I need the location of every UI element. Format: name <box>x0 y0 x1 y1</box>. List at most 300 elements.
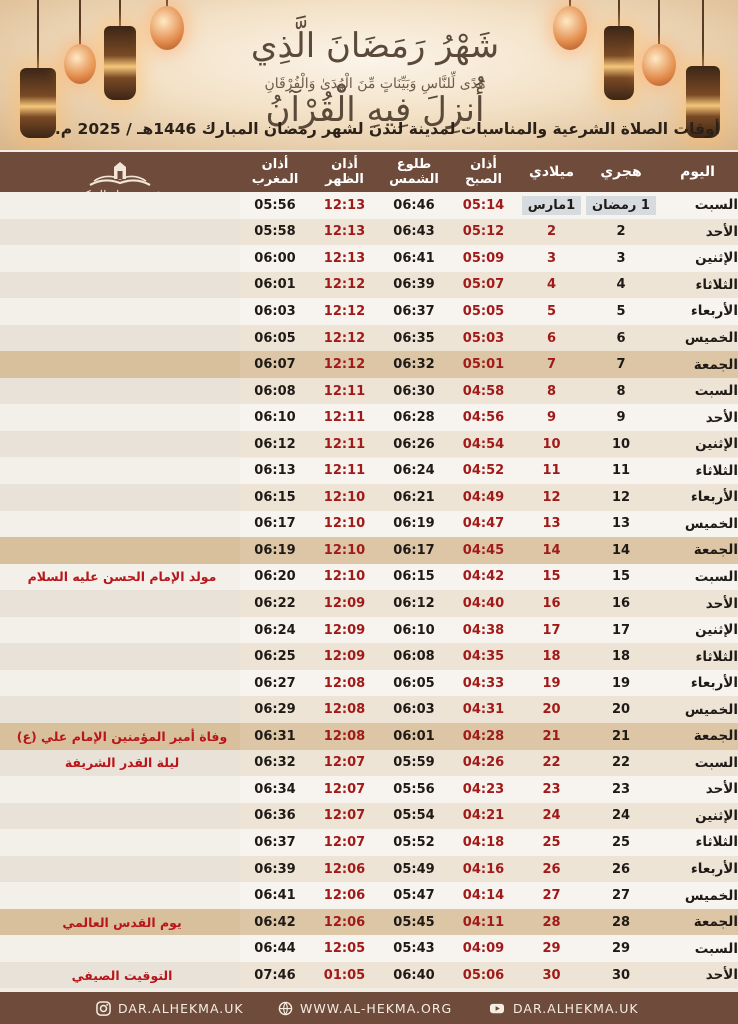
fajr-cell <box>449 723 518 750</box>
dhuhr-cell-text: 12:07 <box>323 781 366 797</box>
dhuhr-cell <box>310 803 379 830</box>
hijri-cell <box>585 537 657 564</box>
event-cell-bg <box>0 803 240 830</box>
day-cell <box>657 351 738 378</box>
event-cell-bg <box>0 378 240 405</box>
event-cell-bg <box>0 458 240 485</box>
gregorian-cell <box>518 776 585 803</box>
gregorian-cell <box>518 803 585 830</box>
fajr-cell <box>449 829 518 856</box>
dhuhr-cell <box>310 245 379 272</box>
fajr-cell-text: 05:09 <box>462 250 505 266</box>
gregorian-cell-text: 23 <box>542 781 561 797</box>
dhuhr-cell <box>310 750 379 777</box>
dhuhr-cell <box>310 590 379 617</box>
dhuhr-cell-text: 12:10 <box>323 569 366 585</box>
gregorian-cell-text: 19 <box>542 675 561 691</box>
maghrib-cell <box>240 245 310 272</box>
maghrib-cell-text: 06:05 <box>254 330 296 346</box>
dhuhr-cell-text: 12:10 <box>323 516 366 532</box>
day-cell-text: الإثنين <box>695 250 738 267</box>
gregorian-cell <box>518 590 585 617</box>
day-cell <box>657 935 738 962</box>
gregorian-cell <box>518 856 585 883</box>
day-cell <box>657 325 738 352</box>
dhuhr-cell <box>310 484 379 511</box>
maghrib-cell-text: 06:12 <box>254 436 296 452</box>
day-cell-text: الثلاثاء <box>695 648 738 665</box>
fajr-cell-text: 04:38 <box>462 622 505 638</box>
gregorian-cell <box>518 511 585 538</box>
table-row <box>0 219 738 246</box>
sunrise-cell-text: 06:08 <box>393 649 435 665</box>
hijri-cell-text: 27 <box>611 888 631 904</box>
maghrib-cell <box>240 696 310 723</box>
dhuhr-cell-text: 12:10 <box>323 542 366 558</box>
fajr-cell <box>449 458 518 485</box>
day-cell <box>657 909 738 936</box>
day-cell <box>657 750 738 777</box>
maghrib-cell <box>240 670 310 697</box>
event-cell-bg <box>0 404 240 431</box>
sunrise-cell-text: 06:01 <box>393 728 435 744</box>
hijri-cell-text: 26 <box>611 861 631 877</box>
table-row <box>0 351 738 378</box>
event-cell-bg <box>0 219 240 246</box>
maghrib-cell-text: 06:13 <box>254 463 296 479</box>
maghrib-cell <box>240 325 310 352</box>
gregorian-cell-text: 2 <box>546 224 557 240</box>
maghrib-cell-text: 06:19 <box>254 542 296 558</box>
gregorian-cell-text: 18 <box>542 649 561 665</box>
page-title: أوقات الصلاة الشرعية والمناسبات لمدينة لندن لشهر رمضان المبارك 1446هـ / 2025 م. <box>54 120 720 138</box>
day-cell <box>657 192 738 219</box>
gregorian-cell-text: 17 <box>542 622 561 638</box>
maghrib-cell-text: 06:34 <box>254 781 296 797</box>
fajr-cell <box>449 962 518 989</box>
hijri-cell-text: 9 <box>616 410 626 426</box>
hijri-cell-text: 15 <box>611 569 631 585</box>
day-cell-text: الأربعاء <box>690 861 738 877</box>
hijri-cell-text: 5 <box>616 303 626 319</box>
dhuhr-cell <box>310 882 379 909</box>
sunrise-cell <box>379 882 449 909</box>
dhuhr-cell <box>310 856 379 883</box>
dhuhr-cell <box>310 192 379 219</box>
col-header-hijri: هجري <box>600 163 642 180</box>
gregorian-cell-text: 30 <box>542 967 561 983</box>
hijri-cell <box>585 378 657 405</box>
fajr-cell-text: 04:45 <box>462 542 505 558</box>
gregorian-cell <box>518 564 585 591</box>
sunrise-cell <box>379 431 449 458</box>
fajr-cell-text: 04:23 <box>462 781 505 797</box>
sunrise-cell-text: 06:12 <box>393 596 435 611</box>
event-cell-bg <box>0 511 240 538</box>
fajr-cell-text: 04:52 <box>462 463 505 479</box>
maghrib-cell <box>240 776 310 803</box>
day-cell <box>657 776 738 803</box>
maghrib-cell <box>240 192 310 219</box>
hijri-cell <box>585 351 657 378</box>
gregorian-cell-text: 25 <box>542 834 561 850</box>
sunrise-cell-text: 06:32 <box>393 357 435 373</box>
dhuhr-cell <box>310 829 379 856</box>
sunrise-cell <box>379 537 449 564</box>
fajr-cell <box>449 192 518 219</box>
table-row <box>0 670 738 697</box>
event-cell-bg <box>0 935 240 962</box>
hijri-cell <box>585 219 657 246</box>
maghrib-cell-text: 06:42 <box>254 914 296 930</box>
gregorian-cell-text: 26 <box>542 861 561 877</box>
fajr-cell-text: 04:14 <box>462 888 505 904</box>
event-cell-bg <box>0 192 240 219</box>
sunrise-cell-text: 06:35 <box>393 330 435 346</box>
sunrise-cell-text: 06:26 <box>393 436 435 452</box>
day-cell <box>657 298 738 325</box>
hijri-cell <box>585 511 657 538</box>
hijri-cell <box>585 882 657 909</box>
gregorian-cell <box>518 378 585 405</box>
gregorian-cell-text: 28 <box>542 914 561 930</box>
sunrise-cell <box>379 643 449 670</box>
gregorian-cell <box>518 219 585 246</box>
sunrise-cell <box>379 776 449 803</box>
dhuhr-cell-text: 12:11 <box>323 463 366 479</box>
event-cell-bg <box>0 643 240 670</box>
sunrise-cell <box>379 219 449 246</box>
sunrise-cell-text: 06:43 <box>393 224 435 240</box>
fajr-cell-text: 04:09 <box>462 941 505 957</box>
sunrise-cell-text: 05:45 <box>393 914 435 930</box>
table-row <box>0 537 738 564</box>
gregorian-cell-text: 7 <box>546 357 557 373</box>
day-cell <box>657 431 738 458</box>
hijri-cell-text: 3 <box>616 250 626 266</box>
day-cell <box>657 537 738 564</box>
sunrise-cell-text: 06:39 <box>393 277 435 293</box>
maghrib-cell-text: 06:08 <box>254 383 296 399</box>
col-header-maghrib: أذان المغرب <box>251 157 299 187</box>
gregorian-cell <box>518 935 585 962</box>
dhuhr-cell <box>310 935 379 962</box>
maghrib-cell-text: 06:17 <box>254 516 296 532</box>
gregorian-cell-text: 6 <box>546 330 557 346</box>
sunrise-cell <box>379 245 449 272</box>
day-cell <box>657 723 738 750</box>
table-row <box>0 511 738 538</box>
sunrise-cell <box>379 909 449 936</box>
gregorian-cell-text: 3 <box>546 250 557 266</box>
event-cell-bg <box>0 351 240 378</box>
hijri-cell-text: 6 <box>616 330 626 346</box>
day-cell-text: الثلاثاء <box>695 462 738 479</box>
hijri-cell <box>585 590 657 617</box>
gregorian-cell <box>518 696 585 723</box>
gregorian-cell-text: 1مارس <box>522 196 581 215</box>
website-link[interactable] <box>278 992 452 1024</box>
hijri-cell-text: 13 <box>611 516 631 532</box>
dhuhr-cell <box>310 537 379 564</box>
maghrib-cell-text: 06:01 <box>254 277 296 293</box>
lantern-icon <box>104 0 136 110</box>
youtube-link[interactable] <box>488 992 639 1024</box>
maghrib-cell-text: 06:00 <box>254 250 296 266</box>
dhuhr-cell-text: 12:09 <box>323 649 366 665</box>
hijri-cell <box>585 192 657 219</box>
sunrise-cell-text: 06:41 <box>393 250 435 266</box>
sunrise-cell-text: 06:19 <box>393 516 435 532</box>
sunrise-cell <box>379 351 449 378</box>
dhuhr-cell-text: 12:12 <box>323 277 366 293</box>
sunrise-cell-text: 06:03 <box>393 702 435 718</box>
hijri-cell-text: 4 <box>616 277 626 293</box>
day-cell-text: الجمعة <box>693 542 738 559</box>
sunrise-cell <box>379 298 449 325</box>
hijri-cell <box>585 404 657 431</box>
dhuhr-cell <box>310 696 379 723</box>
gregorian-cell <box>518 325 585 352</box>
maghrib-cell <box>240 723 310 750</box>
day-cell-text: السبت <box>694 383 738 400</box>
instagram-handle: DAR.ALHEKMA.UK <box>118 1000 244 1016</box>
event-cell-bg <box>0 696 240 723</box>
dhuhr-cell <box>310 431 379 458</box>
hijri-cell <box>585 696 657 723</box>
fajr-cell <box>449 404 518 431</box>
table-row <box>0 192 738 219</box>
dhuhr-cell-text: 12:12 <box>323 330 366 346</box>
sunrise-cell <box>379 670 449 697</box>
occasion-label: التوقيت الصيفي <box>71 967 173 983</box>
day-cell <box>657 245 738 272</box>
fajr-cell-text: 04:28 <box>462 728 505 744</box>
dhuhr-cell <box>310 351 379 378</box>
sunrise-cell <box>379 192 449 219</box>
dhuhr-cell <box>310 404 379 431</box>
sunrise-cell-text: 06:17 <box>393 542 435 558</box>
maghrib-cell-text: 06:15 <box>254 489 296 505</box>
maghrib-cell <box>240 537 310 564</box>
gregorian-cell-text: 8 <box>546 383 557 399</box>
fajr-cell <box>449 378 518 405</box>
event-cell-bg <box>0 298 240 325</box>
sunrise-cell <box>379 803 449 830</box>
day-cell-text: الأحد <box>705 595 738 612</box>
gregorian-cell-text: 5 <box>546 303 557 319</box>
hijri-cell-text: 16 <box>611 596 631 611</box>
maghrib-cell <box>240 219 310 246</box>
event-cell-bg <box>0 272 240 299</box>
sunrise-cell-text: 06:21 <box>393 489 435 505</box>
table-row <box>0 431 738 458</box>
fajr-cell-text: 04:11 <box>462 914 505 930</box>
table-row <box>0 829 738 856</box>
fajr-cell <box>449 351 518 378</box>
dhuhr-cell <box>310 723 379 750</box>
maghrib-cell <box>240 590 310 617</box>
table-row <box>0 325 738 352</box>
hijri-cell-text: 23 <box>611 781 631 797</box>
hijri-cell <box>585 564 657 591</box>
table-row <box>0 564 738 591</box>
gregorian-cell-text: 15 <box>542 569 561 585</box>
gregorian-cell-text: 22 <box>542 755 561 771</box>
gregorian-cell <box>518 351 585 378</box>
hijri-cell-text: 17 <box>611 622 631 638</box>
table-row <box>0 590 738 617</box>
fajr-cell <box>449 272 518 299</box>
lantern-icon <box>64 0 96 100</box>
sunrise-cell <box>379 696 449 723</box>
dhuhr-cell-text: 12:12 <box>323 303 366 319</box>
table-row <box>0 723 738 750</box>
sunrise-cell <box>379 325 449 352</box>
gregorian-cell-text: 14 <box>542 542 561 558</box>
dhuhr-cell-text: 01:05 <box>323 967 366 983</box>
gregorian-cell <box>518 882 585 909</box>
dhuhr-cell-text: 12:11 <box>323 436 366 452</box>
quran-verse-sub-calligraphy: هُدًى لِّلنَّاسِ وَبَيِّنَاتٍ مِّنَ الْهُدَىٰ وَالْفُرْقَانِ <box>264 76 486 92</box>
hijri-cell <box>585 484 657 511</box>
hijri-cell-text: 29 <box>611 941 631 957</box>
maghrib-cell <box>240 484 310 511</box>
day-cell <box>657 617 738 644</box>
hijri-cell-text: 14 <box>611 542 631 558</box>
hijri-cell <box>585 776 657 803</box>
fajr-cell-text: 04:35 <box>462 649 505 665</box>
fajr-cell-text: 05:01 <box>462 357 505 373</box>
lantern-icon <box>150 0 184 60</box>
table-row <box>0 750 738 777</box>
occasion-label: مولد الإمام الحسن عليه السلام <box>27 569 217 585</box>
hijri-cell <box>585 617 657 644</box>
col-header-fajr: أذان الصبح <box>465 157 502 187</box>
lantern-icon <box>553 0 587 60</box>
day-cell-text: الخميس <box>684 330 738 346</box>
day-cell <box>657 962 738 989</box>
sunrise-cell-text: 06:05 <box>393 675 435 691</box>
hijri-cell-text: 12 <box>611 489 631 505</box>
maghrib-cell-text: 06:27 <box>254 675 296 691</box>
dhuhr-cell <box>310 511 379 538</box>
maghrib-cell-text: 06:03 <box>254 303 296 319</box>
gregorian-cell <box>518 404 585 431</box>
day-cell <box>657 564 738 591</box>
day-cell <box>657 458 738 485</box>
sunrise-cell <box>379 564 449 591</box>
event-cell-bg <box>0 431 240 458</box>
fajr-cell <box>449 750 518 777</box>
event-cell-bg <box>0 590 240 617</box>
sunrise-cell-text: 06:24 <box>393 463 435 479</box>
dhuhr-cell-text: 12:09 <box>323 596 366 611</box>
day-cell <box>657 484 738 511</box>
maghrib-cell <box>240 750 310 777</box>
instagram-icon <box>96 1001 111 1016</box>
maghrib-cell <box>240 909 310 936</box>
maghrib-cell-text: 06:39 <box>254 861 296 877</box>
day-cell-text: الجمعة <box>693 914 738 931</box>
sunrise-cell-text: 06:15 <box>393 569 435 585</box>
day-cell <box>657 511 738 538</box>
maghrib-cell-text: 06:22 <box>254 596 296 611</box>
dhuhr-cell-text: 12:08 <box>323 702 366 718</box>
fajr-cell <box>449 590 518 617</box>
sunrise-cell <box>379 484 449 511</box>
day-cell <box>657 856 738 883</box>
hijri-cell <box>585 643 657 670</box>
fajr-cell-text: 05:03 <box>462 330 505 346</box>
col-header-day: اليوم <box>680 163 715 180</box>
hijri-cell-text: 7 <box>616 357 626 373</box>
maghrib-cell <box>240 272 310 299</box>
fajr-cell <box>449 803 518 830</box>
maghrib-cell <box>240 431 310 458</box>
dhuhr-cell-text: 12:13 <box>323 224 366 240</box>
table-row <box>0 484 738 511</box>
hijri-cell-text: 22 <box>611 755 631 771</box>
dhuhr-cell <box>310 962 379 989</box>
day-cell-text: الثلاثاء <box>695 834 738 851</box>
table-row <box>0 776 738 803</box>
table-row <box>0 617 738 644</box>
maghrib-cell-text: 06:41 <box>254 888 296 904</box>
day-cell-text: الأحد <box>705 409 738 426</box>
day-cell-text: السبت <box>694 197 738 214</box>
hijri-cell <box>585 458 657 485</box>
day-cell <box>657 882 738 909</box>
fajr-cell <box>449 298 518 325</box>
sunrise-cell <box>379 723 449 750</box>
gregorian-cell-text: 9 <box>546 410 557 426</box>
gregorian-cell <box>518 670 585 697</box>
table-row <box>0 696 738 723</box>
maghrib-cell <box>240 962 310 989</box>
hijri-cell-text: 8 <box>616 383 626 399</box>
dhuhr-cell-text: 12:13 <box>323 197 366 213</box>
day-cell-text: الثلاثاء <box>695 276 738 293</box>
event-cell-bg <box>0 829 240 856</box>
gregorian-cell-text: 29 <box>542 941 561 957</box>
quran-verse-calligraphy: شَهْرُ رَمَضَانَ الَّذِي أُنزِلَ فِيهِ الْقُرْآنُ <box>250 26 500 130</box>
gregorian-cell-text: 11 <box>542 463 561 479</box>
dhuhr-cell <box>310 670 379 697</box>
table-row <box>0 298 738 325</box>
fajr-cell <box>449 511 518 538</box>
sunrise-cell <box>379 935 449 962</box>
sunrise-cell <box>379 829 449 856</box>
dhuhr-cell-text: 12:07 <box>323 808 366 824</box>
table-header-row <box>240 152 738 192</box>
dhuhr-cell <box>310 325 379 352</box>
sunrise-cell <box>379 511 449 538</box>
header-banner <box>0 0 738 150</box>
maghrib-cell <box>240 882 310 909</box>
instagram-link[interactable] <box>96 992 244 1024</box>
maghrib-cell-text: 06:31 <box>254 728 296 744</box>
maghrib-cell <box>240 829 310 856</box>
fajr-cell-text: 04:56 <box>462 410 505 426</box>
hijri-cell <box>585 723 657 750</box>
event-cell-bg <box>0 617 240 644</box>
sunrise-cell <box>379 272 449 299</box>
event-cell-bg <box>0 537 240 564</box>
fajr-cell-text: 05:07 <box>462 277 505 293</box>
gregorian-cell <box>518 484 585 511</box>
event-cell-bg <box>0 882 240 909</box>
